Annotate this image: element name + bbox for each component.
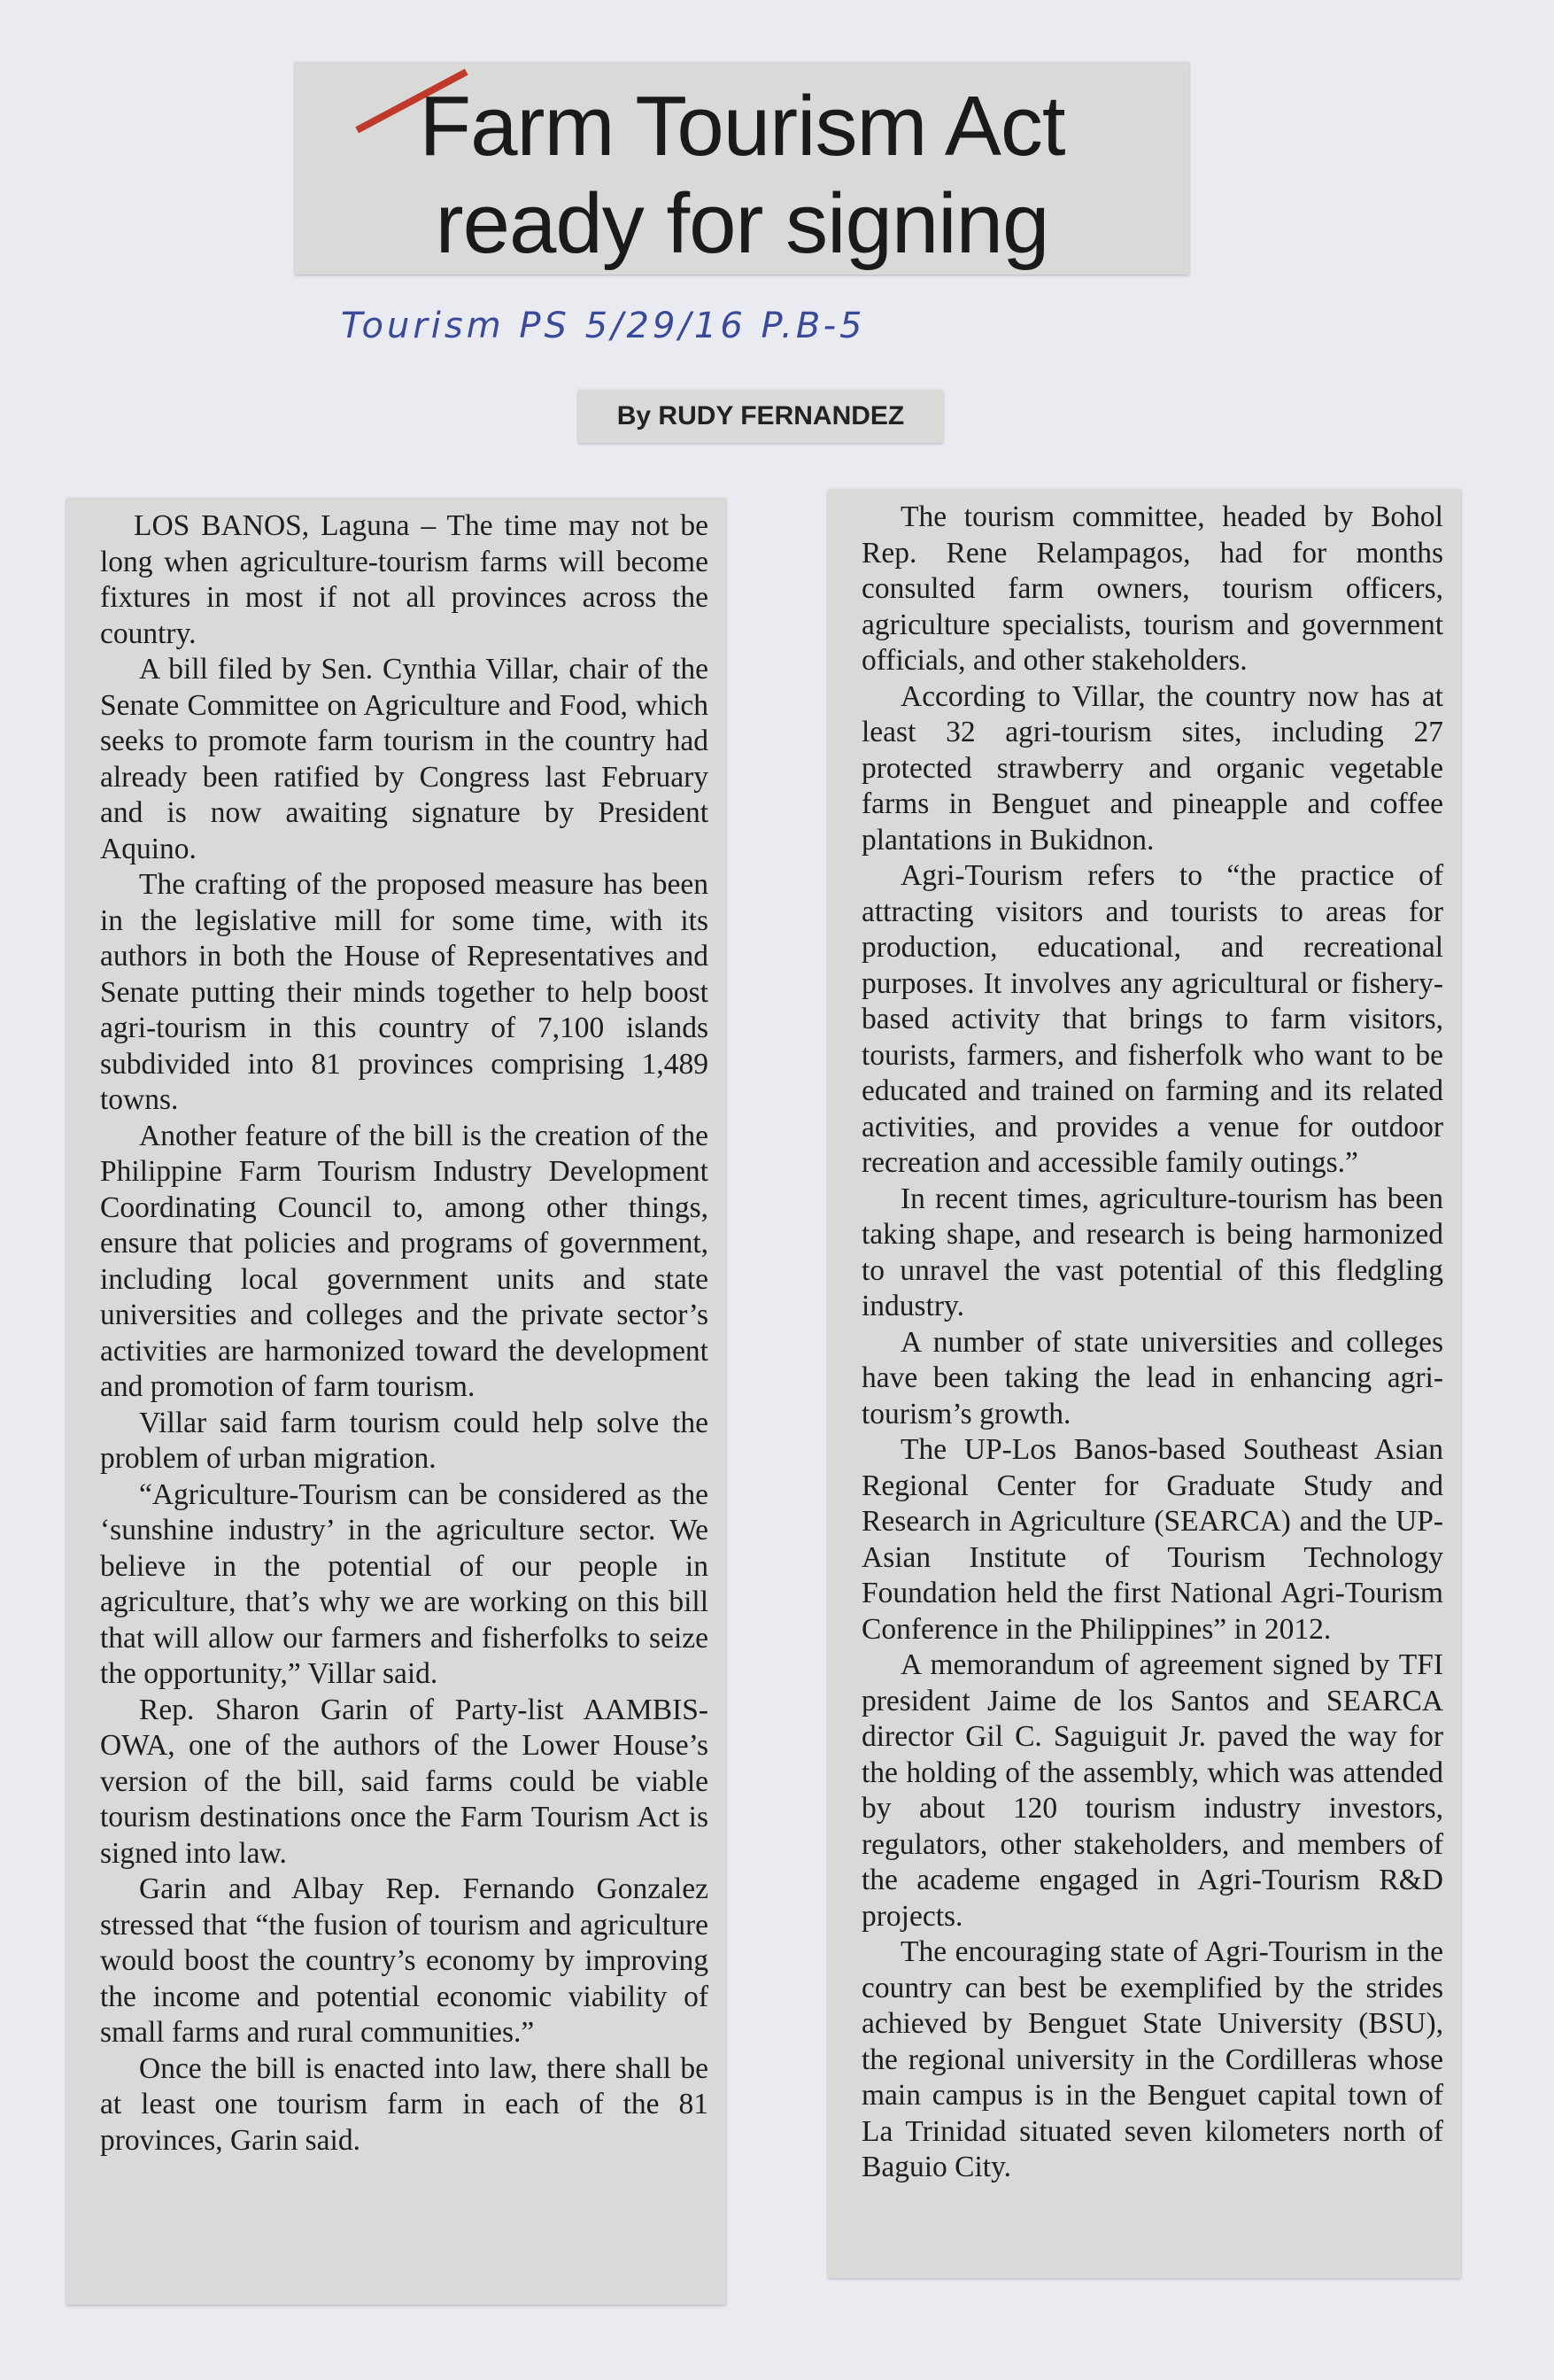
- byline-clipping: [578, 390, 943, 443]
- paragraph: Once the bill is enacted into law, there shall be at least one tourism farm in each of the 81 provinces, Garin said.: [100, 2051, 708, 2157]
- paragraph: The encouraging state of Agri-Tourism in the country can best be exemplified by the strides achieved by Benguet State University (BSU), the regional university in the Cordilleras whose main campus is in the Benguet capital town of La Trinidad situated seven kilometers north of Baguio City.: [862, 1935, 1443, 2183]
- paragraph: The crafting of the proposed measure has been in the legislative mill for some time, with its authors in both the House of Representatives and Senate putting their minds together to help boost agri-tourism in this country of 7,100 islands subdivided into 81 provinces comprising 1,489 towns.: [100, 868, 708, 1116]
- headline-line-2: ready for signing: [435, 176, 1049, 271]
- paragraph: Garin and Albay Rep. Fernando Gonzalez stressed that “the fusion of tourism and agriculture would boost the country’s economy by improving the income and potential economic viability of small farms and rural communities.”: [100, 1872, 708, 2049]
- paragraph: The UP-Los Banos-based Southeast Asian Regional Center for Graduate Study and Research in Agriculture (SEARCA) and the UP-Asian Institute of Tourism Technology Foundation held the first National Agri-Tourism Conference in the Philippines” in 2012.: [862, 1433, 1443, 1646]
- article-column-2: [828, 489, 1461, 2278]
- headline: [295, 62, 1189, 273]
- paragraph: A bill filed by Sen. Cynthia Villar, chair of the Senate Committee on Agriculture and Food, which seeks to promote farm tourism in the country had already been ratified by Congress last February and is now awaiting signature by President Aquino.: [100, 653, 708, 865]
- paragraph: LOS BANOS, Laguna – The time may not be long when agriculture-tourism farms will become fixtures in most if not all provinces across the country.: [100, 509, 708, 650]
- paragraph: In recent times, agriculture-tourism has been taking shape, and research is being harmonized to unravel the vast potential of this fledgling industry.: [862, 1182, 1443, 1322]
- handwritten-note: Tourism PS 5/29/16 P.B-5: [341, 306, 866, 346]
- byline: By RUDY FERNANDEZ: [616, 401, 905, 430]
- paragraph: “Agriculture-Tourism can be considered as the ‘sunshine industry’ in the agriculture sector. We believe in the potential of our people in agriculture, that’s why we are working on this bill that will allow our farmers and fisherfolks to seize the opportunity,” Villar said.: [100, 1477, 708, 1690]
- paragraph: Villar said farm tourism could help solve the problem of urban migration.: [100, 1406, 708, 1475]
- headline-clipping: [295, 62, 1189, 275]
- headline-line-1: Farm Tourism Act: [419, 79, 1065, 174]
- paragraph: The tourism committee, headed by Bohol Rep. Rene Relampagos, had for months consulted farm owners, tourism officers, agriculture specialists, tourism and government officials, and other stakeholders.: [862, 500, 1443, 677]
- paragraph: Another feature of the bill is the creation of the Philippine Farm Tourism Industry Development Coordinating Council to, among other things, ensure that policies and programs of government, including local government units and state universities and colleges and the private sector’s activities are harmonized toward the development and promotion of farm tourism.: [100, 1119, 708, 1403]
- paragraph: A memorandum of agreement signed by TFI president Jaime de los Santos and SEARCA director Gil C. Saguiguit Jr. paved the way for the holding of the assembly, which was attended by about 120 tourism industry investors, regulators, other stakeholders, and members of the academe engaged in Agri-Tourism R&D projects.: [862, 1648, 1443, 1933]
- paragraph: Rep. Sharon Garin of Party-list AAMBIS-OWA, one of the authors of the Lower House’s version of the bill, said farms could be viable tourism destinations once the Farm Tourism Act is signed into law.: [100, 1693, 708, 1870]
- paragraph: Agri-Tourism refers to “the practice of attracting visitors and tourists to areas for production, educational, and recreational purposes. It involves any agricultural or fishery-based activity that brings to farm visitors, tourists, farmers, and fisherfolk who want to be educated and trained on farming and its related activities, and provides a venue for outdoor recreation and accessible family outings.”: [862, 859, 1443, 1179]
- paragraph: According to Villar, the country now has at least 32 agri-tourism sites, including 27 protected strawberry and organic vegetable farms in Benguet and pineapple and coffee plantations in Bukidnon.: [862, 679, 1443, 857]
- article-column-1: [66, 498, 726, 2305]
- paragraph: A number of state universities and colleges have been taking the lead in enhancing agri-tourism’s growth.: [862, 1325, 1443, 1430]
